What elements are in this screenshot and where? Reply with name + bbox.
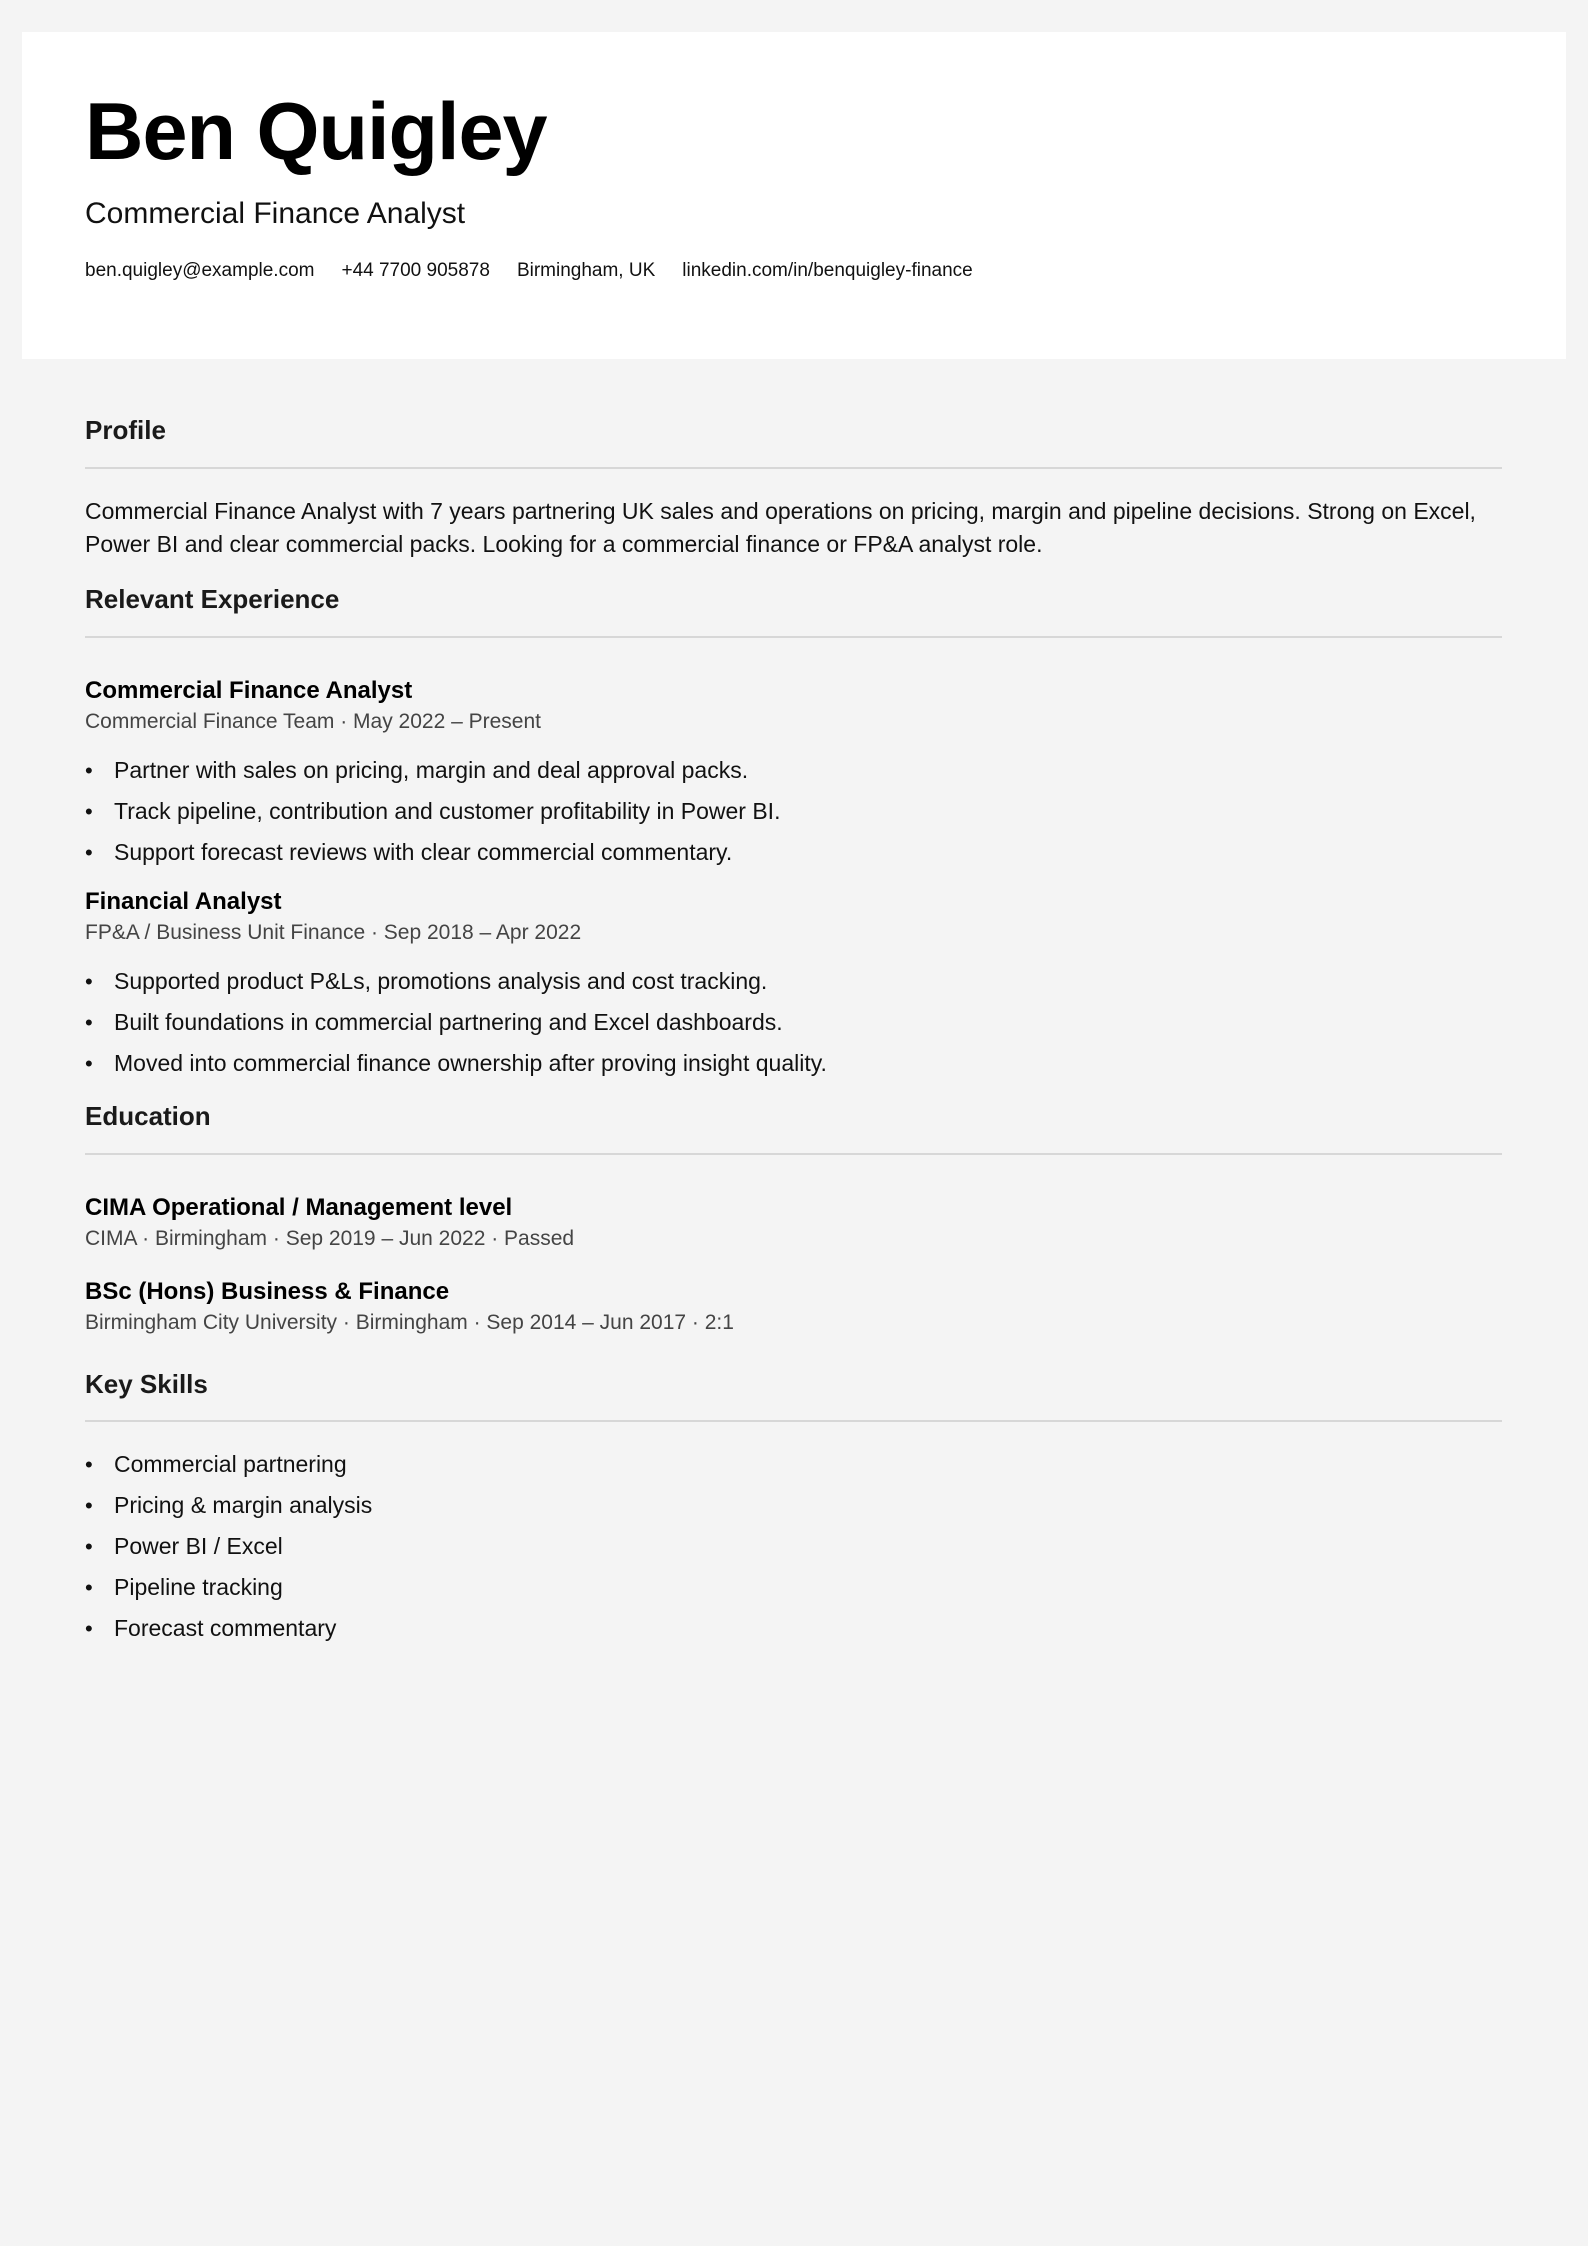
education-entry: [85, 1277, 1502, 1337]
education-entry: [85, 1193, 1502, 1253]
section-divider: [85, 636, 1502, 638]
job-bullets: [85, 750, 1502, 873]
job-bullet: • Support forecast reviews with clear commercial commentary.: [85, 832, 1502, 873]
skills-section: [85, 1368, 1502, 1650]
candidate-name: Ben Quigley: [85, 87, 547, 177]
job-bullet: • Supported product P&Ls, promotions analysis and cost tracking.: [85, 961, 1502, 1002]
section-divider: [85, 1153, 1502, 1155]
profile-section: [85, 414, 1502, 561]
contact-location: Birmingham, UK: [516, 260, 656, 281]
job-bullet: • Track pipeline, contribution and customer profitability in Power BI.: [85, 791, 1502, 832]
job-title: Commercial Finance Analyst: [85, 676, 413, 704]
contact-info: [85, 259, 973, 284]
skill-item: • Pricing & margin analysis: [85, 1485, 1502, 1526]
job-bullet: • Partner with sales on pricing, margin and deal approval packs.: [85, 750, 1502, 791]
skill-item: • Power BI / Excel: [85, 1526, 1502, 1567]
job-bullet: • Moved into commercial finance ownership after proving insight quality.: [85, 1043, 1502, 1084]
section-title-education: Education: [85, 1101, 211, 1132]
skill-item: • Commercial partnering: [85, 1444, 1502, 1485]
job-bullet: • Built foundations in commercial partnering and Excel dashboards.: [85, 1002, 1502, 1043]
section-title-profile: Profile: [85, 415, 166, 445]
section-title-experience: Relevant Experience: [85, 584, 340, 615]
contact-email: ben.quigley@example.com: [85, 260, 315, 281]
job-meta: FP&A / Business Unit Finance · Sep 2018 – Apr 2022: [85, 921, 582, 945]
resume-body: [85, 414, 1502, 1649]
education-title: CIMA Operational / Management level: [85, 1193, 513, 1221]
education-meta: CIMA · Birmingham · Sep 2019 – Jun 2022 · Passed: [85, 1226, 575, 1250]
candidate-headline: Commercial Finance Analyst: [85, 197, 466, 230]
section-title-skills: Key Skills: [85, 1368, 208, 1399]
section-divider: [85, 467, 1502, 469]
job-title: Financial Analyst: [85, 888, 282, 916]
job-entry: [85, 887, 1502, 1084]
job-meta: Commercial Finance Team · May 2022 – Present: [85, 709, 541, 733]
education-section: [85, 1100, 1502, 1337]
contact-linkedin: linkedin.com/in/benquigley-finance: [682, 260, 973, 281]
skill-item: • Forecast commentary: [85, 1608, 1502, 1649]
job-bullets: [85, 961, 1502, 1084]
skill-item: • Pipeline tracking: [85, 1567, 1502, 1608]
job-entry: [85, 676, 1502, 873]
experience-section: [85, 583, 1502, 1084]
section-divider: [85, 1420, 1502, 1422]
education-title: BSc (Hons) Business & Finance: [85, 1278, 450, 1306]
skills-list: [85, 1444, 1502, 1649]
profile-summary: Commercial Finance Analyst with 7 years partnering UK sales and operations on pricing, margin and pipeline decisions. Strong on Excel, Power BI and clear commercial packs. Looking for a commercial finance or FP&A analyst role.: [85, 497, 1476, 557]
resume-header: [22, 32, 1566, 359]
education-meta: Birmingham City University · Birmingham · Sep 2014 – Jun 2017 · 2:1: [85, 1311, 734, 1335]
contact-phone: +44 7700 905878: [341, 260, 490, 281]
